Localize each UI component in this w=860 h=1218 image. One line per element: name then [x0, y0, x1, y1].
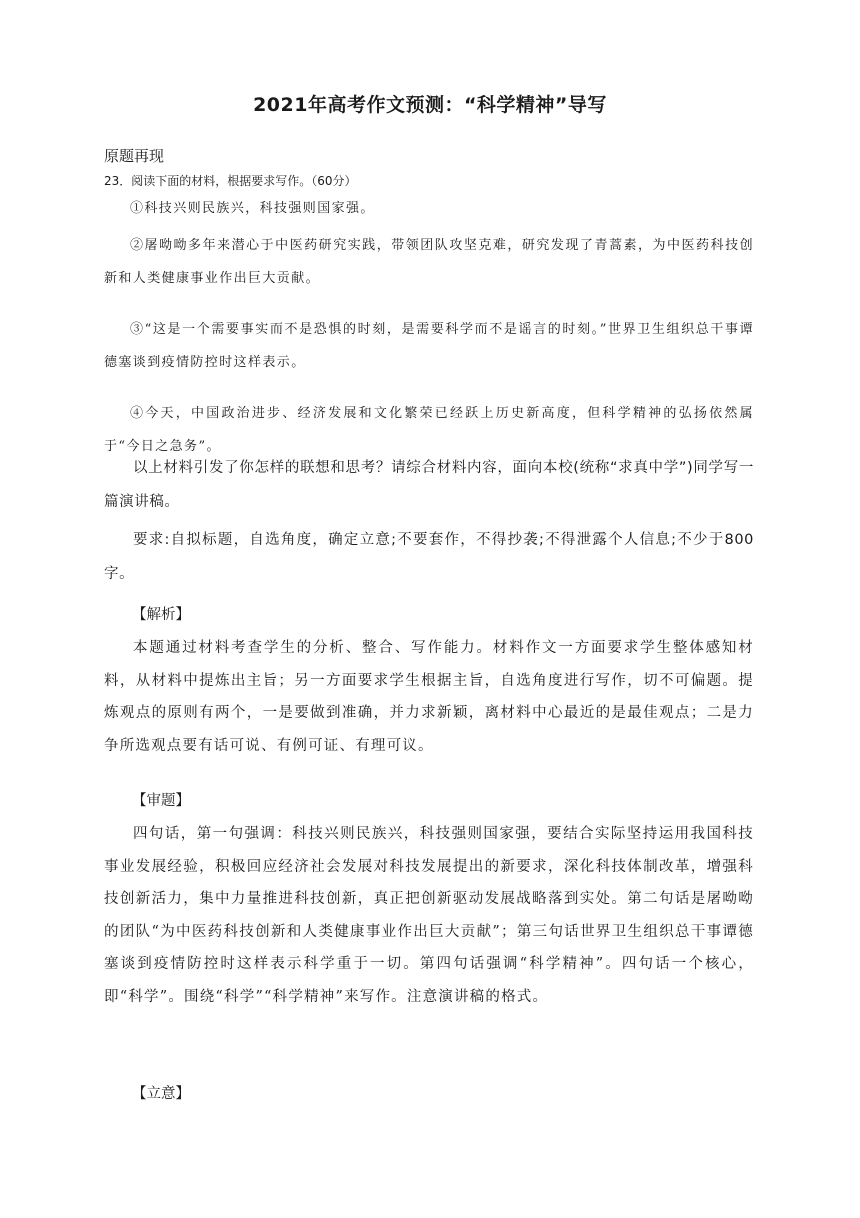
analysis-label: 【解析】: [132, 607, 190, 623]
material-2: ②屠呦呦多年来潜心于中医药研究实践，带领团队攻坚克难，研究发现了青蒿素，为中医药科技创新和人类健康事业作出巨大贡献。: [104, 238, 754, 286]
material-1: ①科技兴则民族兴，科技强则国家强。: [130, 201, 375, 216]
question-line: 23．阅读下面的材料，根据要求写作。（60分）: [104, 174, 357, 188]
writing-requirements: 要求:自拟标题，自选角度，确定立意;不要套作，不得抄袭;不得泄露个人信息;不少于800字。: [104, 532, 754, 582]
analysis-text: 本题通过材料考查学生的分析、整合、写作能力。材料作文一方面要求学生整体感知材料，从材料中提炼出主旨；另一方面要求学生根据主旨，自选角度进行写作，切不可偏题。提炼观点的原则有两个，一是要做到准确，并力求新颖，离材料中心最近的是最佳观点；二是力争所选观点要有话可说、有例可证、有理可议。: [104, 640, 754, 754]
intent-label: 【立意】: [132, 1086, 190, 1102]
material-4: ④今天，中国政治进步、经济发展和文化繁荣已经跃上历史新高度，但科学精神的弘扬依然属于“今日之急务”。: [104, 406, 754, 454]
material-3: ③“这是一个需要事实而不是恐惧的时刻，是需要科学而不是谣言的时刻。”世界卫生组织总干事谭德塞谈到疫情防控时这样表示。: [104, 322, 754, 370]
document-title: 2021年高考作文预测：“科学精神”导写: [253, 94, 607, 116]
writing-prompt: 以上材料引发了你怎样的联想和思考？请综合材料内容，面向本校(统称“求真中学”)同学写一篇演讲稿。: [104, 460, 754, 510]
review-label: 【审题】: [132, 793, 190, 809]
section-heading: 原题再现: [104, 147, 165, 165]
review-text: 四句话，第一句强调：科技兴则民族兴，科技强则国家强，要结合实际坚持运用我国科技事业发展经验，积极回应经济社会发展对科技发展提出的新要求，深化科技体制改革，增强科技创新活力，集中力量推进科技创新，真正把创新驱动发展战略落到实处。第二句话是屠呦呦的团队“为中医药科技创新和人类健康事业作出巨大贡献”；第三句话世界卫生组织总干事谭德塞谈到疫情防控时这样表示科学重于一切。第四句话强调“科学精神”。四句话一个核心，即“科学”。围绕“科学”“科学精神”来写作。注意演讲稿的格式。: [104, 826, 754, 1005]
